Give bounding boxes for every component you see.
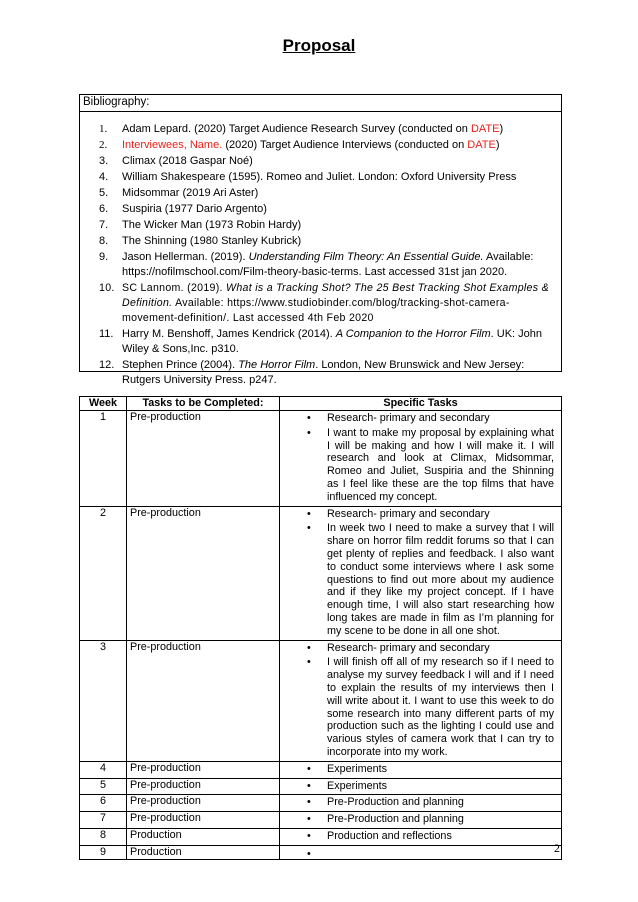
bibliography-item (80, 234, 563, 249)
bibliography-item-text: Jason Hellerman. (2019). (122, 251, 249, 263)
bibliography-item-text: Climax (2018 Gaspar Noé) (122, 155, 253, 167)
week-cell: 1 (80, 411, 127, 507)
bibliography-item (80, 122, 563, 137)
table-row (80, 795, 562, 812)
table-row (80, 778, 562, 795)
bibliography-item-text: (2020) Target Audience Interviews (conducted on (222, 139, 468, 151)
bibliography-item-text: Stephen Prince (2004). (122, 359, 239, 371)
table-row (80, 640, 562, 761)
task-cell: Pre-production (127, 761, 280, 778)
bibliography-item-text: Suspiria (1977 Dario Argento) (122, 203, 267, 215)
bibliography-item-text: William Shakespeare (1595). Romeo and Juliet. London: Oxford University Press (122, 171, 517, 183)
week-cell: 2 (80, 506, 127, 640)
specific-tasks-cell (280, 411, 562, 507)
bullet-text: Production and reflections (327, 829, 452, 842)
bullet-icon: • (307, 762, 311, 775)
bibliography-item-text: What is a Tracking Shot? The 25 Best Tracking Shot Examples & Definition. (122, 282, 549, 309)
bullet-icon: • (307, 796, 311, 809)
task-cell: Pre-production (127, 812, 280, 829)
bullet-text: Research- primary and secondary (327, 641, 490, 654)
week-cell: 4 (80, 761, 127, 778)
specific-tasks-cell (280, 812, 562, 829)
bibliography-item-number: 4. (99, 171, 109, 183)
specific-tasks-cell (280, 778, 562, 795)
list-item (283, 813, 558, 826)
list-item (283, 522, 558, 637)
bullet-icon: • (307, 641, 311, 654)
bibliography-item-text: Interviewees, Name. (122, 139, 223, 151)
bibliography-box (79, 94, 562, 386)
bibliography-item (80, 358, 563, 388)
bullet-icon: • (307, 779, 311, 792)
bibliography-item (80, 186, 563, 201)
task-cell: Pre-production (127, 640, 280, 761)
week-cell: 3 (80, 640, 127, 761)
bibliography-item (80, 154, 563, 169)
bullet-icon: • (307, 522, 311, 535)
bibliography-item-text: Harry M. Benshoff, James Kendrick (2014). (122, 328, 336, 340)
specific-tasks-cell (280, 795, 562, 812)
week-cell: 5 (80, 778, 127, 795)
bibliography-item-text: Adam Lepard. (2020) Target Audience Research Survey (conducted on (122, 123, 471, 135)
bibliography-item-text: DATE (470, 123, 500, 135)
task-cell: Production (127, 845, 280, 859)
table-row (80, 411, 562, 507)
bullet-icon: • (307, 412, 311, 424)
bibliography-item-text: The Horror Film (238, 359, 316, 371)
table-row (80, 845, 562, 859)
list-item (283, 763, 558, 776)
bibliography-item-text: ) (495, 139, 500, 151)
bibliography-item (80, 170, 563, 185)
task-cell: Pre-production (127, 778, 280, 795)
task-schedule-table (79, 396, 562, 860)
table-row (80, 761, 562, 778)
list-item (283, 508, 558, 521)
bullet-text: I will finish off all of my research so if I need to analyse my survey feedback I will and if I need to explain the results of my interviews then I will write about it. I want to use this week to do some research into many different parts of my production such as the lighting I could use and various styles of camera work that I can try to incorporate into my work. (327, 656, 554, 758)
bibliography-item-number: 3. (99, 155, 109, 167)
bullet-icon: • (307, 847, 311, 860)
bibliography-item (80, 327, 563, 357)
bullet-text: In week two I need to make a survey that I will share on horror film reddit forums so that I can get plenty of replies and feedback. I also want to conduct some interviews where I ask some questions to find out more about my audience and if they like my project concept. If I have enough time, I will also start researching how long takes are made in film as I’m planning for my scene to be done in all one shot. (327, 522, 554, 637)
list-item (283, 656, 558, 758)
bullet-text: Research- primary and secondary (327, 507, 490, 520)
bibliography-item-number: 12. (99, 359, 115, 371)
task-cell: Pre-production (127, 795, 280, 812)
bibliography-item-text: . UK: John Wiley & Sons,Inc. p310. (122, 328, 543, 355)
header-week: Week (80, 397, 127, 411)
table-row (80, 506, 562, 640)
bibliography-item-text: The Wicker Man (1973 Robin Hardy) (122, 219, 302, 231)
table-header-row (80, 397, 562, 411)
bibliography-item-text: ) (499, 123, 504, 135)
bullet-icon: • (307, 656, 311, 669)
bibliography-item (80, 202, 563, 217)
week-cell: 8 (80, 828, 127, 845)
bullet-text: Experiments (327, 779, 388, 792)
bibliography-item-number: 7. (99, 219, 109, 231)
page-title: Proposal (282, 36, 356, 55)
week-cell: 7 (80, 812, 127, 829)
bullet-text: Experiments (327, 762, 388, 775)
bibliography-item-text: SC Lannom. (2019). (122, 282, 227, 294)
bibliography-item (80, 218, 563, 233)
bibliography-item-number: 6. (99, 203, 109, 215)
page-number: 2 (554, 841, 560, 855)
list-item (283, 427, 558, 504)
bibliography-item-text: The Shinning (1980 Stanley Kubrick) (122, 235, 302, 247)
bibliography-item-text: Available: https://nofilmschool.com/Film-theory-basic-terms. Last accessed 31st jan 2020. (122, 251, 534, 278)
table-row (80, 812, 562, 829)
week-cell: 6 (80, 795, 127, 812)
bullet-text: Pre-Production and planning (327, 796, 464, 809)
specific-tasks-cell (280, 828, 562, 845)
list-item (283, 796, 558, 809)
header-specific-tasks: Specific Tasks (280, 397, 562, 411)
bibliography-item (80, 281, 563, 326)
list-item (283, 780, 558, 793)
task-cell: Production (127, 828, 280, 845)
bibliography-item-text: . London, New Brunswick and New Jersey: Rutgers University Press. p247. (122, 359, 525, 386)
bibliography-item-number: 5. (99, 187, 109, 199)
header-tasks: Tasks to be Completed: (127, 397, 280, 411)
task-cell: Pre-production (127, 411, 280, 507)
list-item (283, 830, 558, 843)
bibliography-item-number: 11. (99, 328, 114, 340)
bibliography-item (80, 250, 563, 280)
bibliography-item-text: Understanding Film Theory: An Essential Guide. (248, 251, 484, 263)
bullet-text: Pre-Production and planning (327, 813, 464, 826)
bibliography-item-text: A Companion to the Horror Film (335, 328, 491, 340)
bullet-icon: • (307, 426, 311, 439)
bullet-icon: • (307, 813, 311, 826)
task-cell: Pre-production (127, 506, 280, 640)
specific-tasks-cell (280, 845, 562, 859)
bullet-text: I want to make my proposal by explaining what I will be making and how I will make it. I will research and look at Climax, Midsommar, Romeo and Juliet, Suspiria and the Shinning as I feel like these are the top films that have influenced my concept. (327, 426, 554, 503)
table-row (80, 828, 562, 845)
bibliography-item (80, 138, 563, 153)
bibliography-item-number: 10. (99, 282, 115, 294)
bibliography-list (80, 122, 563, 389)
bullet-icon: • (307, 829, 311, 842)
list-item (283, 412, 558, 425)
bibliography-item-text: DATE (467, 139, 496, 151)
bullet-text: Research- primary and secondary (327, 412, 490, 424)
bibliography-item-number: 1. (99, 123, 108, 135)
bullet-icon: • (307, 507, 311, 520)
bibliography-item-number: 2. (99, 139, 108, 151)
specific-tasks-cell (280, 761, 562, 778)
bibliography-item-number: 9. (99, 251, 109, 263)
bibliography-item-number: 8. (99, 235, 109, 247)
specific-tasks-cell (280, 506, 562, 640)
bibliography-item-text: Available: https://www.studiobinder.com/blog/tracking-shot-camera-movement-definition/. Last accessed 4th Feb 2020 (122, 297, 510, 324)
bibliography-item-text: Midsommar (2019 Ari Aster) (122, 187, 259, 199)
specific-tasks-cell (280, 640, 562, 761)
bibliography-heading: Bibliography: (80, 95, 561, 112)
week-cell: 9 (80, 845, 127, 859)
list-item (283, 642, 558, 655)
